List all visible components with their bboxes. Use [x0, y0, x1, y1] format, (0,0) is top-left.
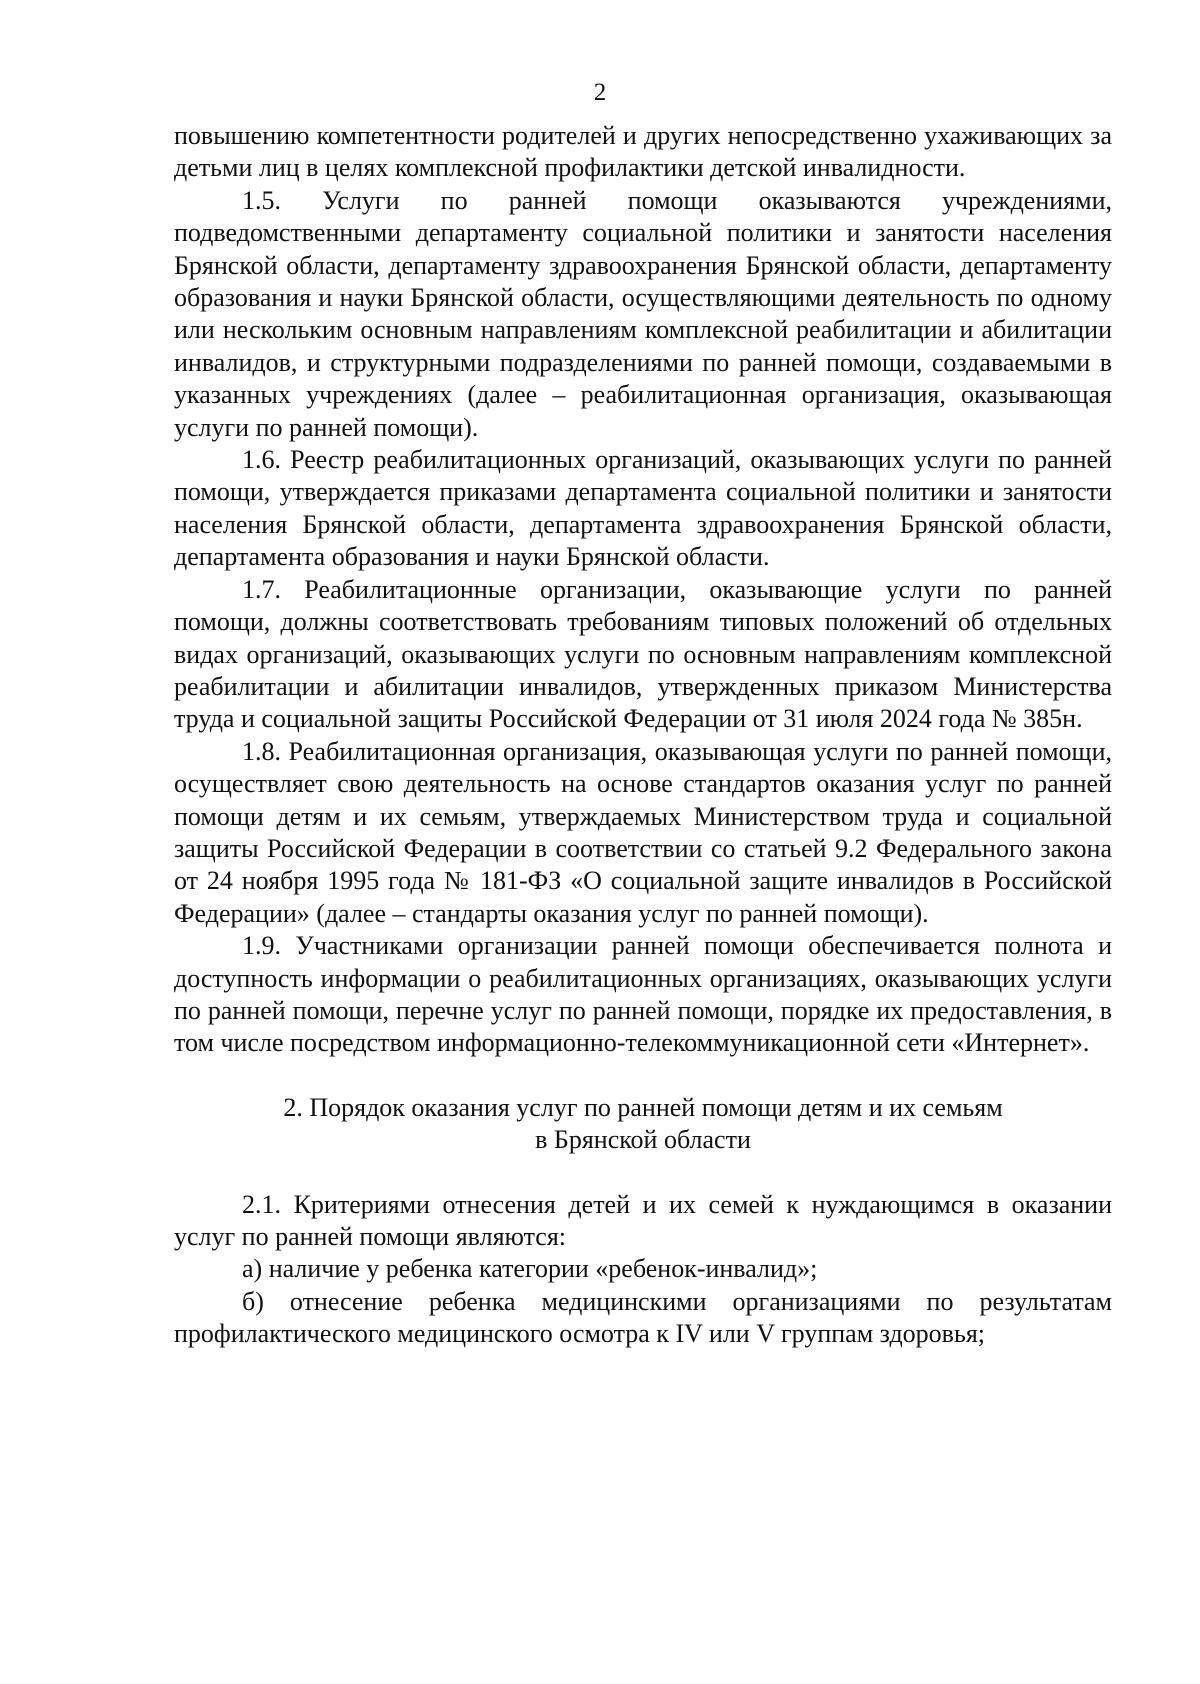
- paragraph-1-6: 1.6. Реестр реабилитационных организаций, оказывающих услуги по ранней помощи, утверждается приказами департамента социальной политики и занятости населения Брянской области, департамента здравоохранения Брянской области, департамента образования и науки Брянской области.: [174, 445, 1112, 572]
- paragraph-2-1-a: а) наличие у ребенка категории «ребенок-инвалид»;: [242, 1254, 818, 1284]
- paragraph-1-8: 1.8. Реабилитационная организация, оказывающая услуги по ранней помощи, осуществляет свою деятельность на основе стандартов оказания услуг по ранней помощи детям и их семьям, утверждаемых Министерством труда и социальной защиты Российской Федерации в соответствии со статьей 9.2 Федерального закона от 24 ноября 1995 года № 181-ФЗ «О социальной защите инвалидов в Российской Федерации» (далее – стандарты оказания услуг по ранней помощи).: [174, 736, 1112, 928]
- page-number: 2: [593, 79, 607, 106]
- section-2-title: [174, 1092, 1112, 1157]
- paragraph-2-1-b: б) отнесение ребенка медицинскими организациями по результатам профилактического медицинского осмотра к IV или V группам здоровья;: [174, 1286, 1112, 1349]
- document-body: [174, 120, 1112, 1351]
- paragraph-1-9: 1.9. Участниками организации ранней помощи обеспечивается полнота и доступность информации о реабилитационных организациях, оказывающих услуги по ранней помощи, перечне услуг по ранней помощи, порядке их предоставления, в том числе посредством информационно-телекоммуникационной сети «Интернет».: [174, 931, 1112, 1058]
- section-2-title-line-2: в Брянской области: [535, 1125, 751, 1155]
- paragraph-continuation: повышению компетентности родителей и других непосредственно ухаживающих за детьми лиц в целях комплексной профилактики детской инвалидности.: [174, 121, 1112, 183]
- paragraph-2-1: 2.1. Критериями отнесения детей и их семей к нуждающимся в оказании услуг по ранней помощи являются:: [174, 1189, 1112, 1251]
- section-2-title-line-1: 2. Порядок оказания услуг по ранней помощи детям и их семьям: [283, 1092, 1003, 1122]
- paragraph-1-5: 1.5. Услуги по ранней помощи оказываются учреждениями, подведомственными департаменту социальной политики и занятости населения Брянской области, департаменту здравоохранения Брянской области, департаменту образования и науки Брянской области, осуществляющими деятельность по одному или нескольким основным направлениям комплексной реабилитации и абилитации инвалидов, и структурными подразделениями по ранней помощи, создаваемыми в указанных учреждениях (далее – реабилитационная организация, оказывающая услуги по ранней помощи).: [174, 185, 1112, 442]
- paragraph-1-7: 1.7. Реабилитационные организации, оказывающие услуги по ранней помощи, должны соответствовать требованиям типовых положений об отдельных видах организаций, оказывающих услуги по основным направлениям комплексной реабилитации и абилитации инвалидов, утвержденных приказом Министерства труда и социальной защиты Российской Федерации от 31 июля 2024 года № 385н.: [174, 574, 1112, 734]
